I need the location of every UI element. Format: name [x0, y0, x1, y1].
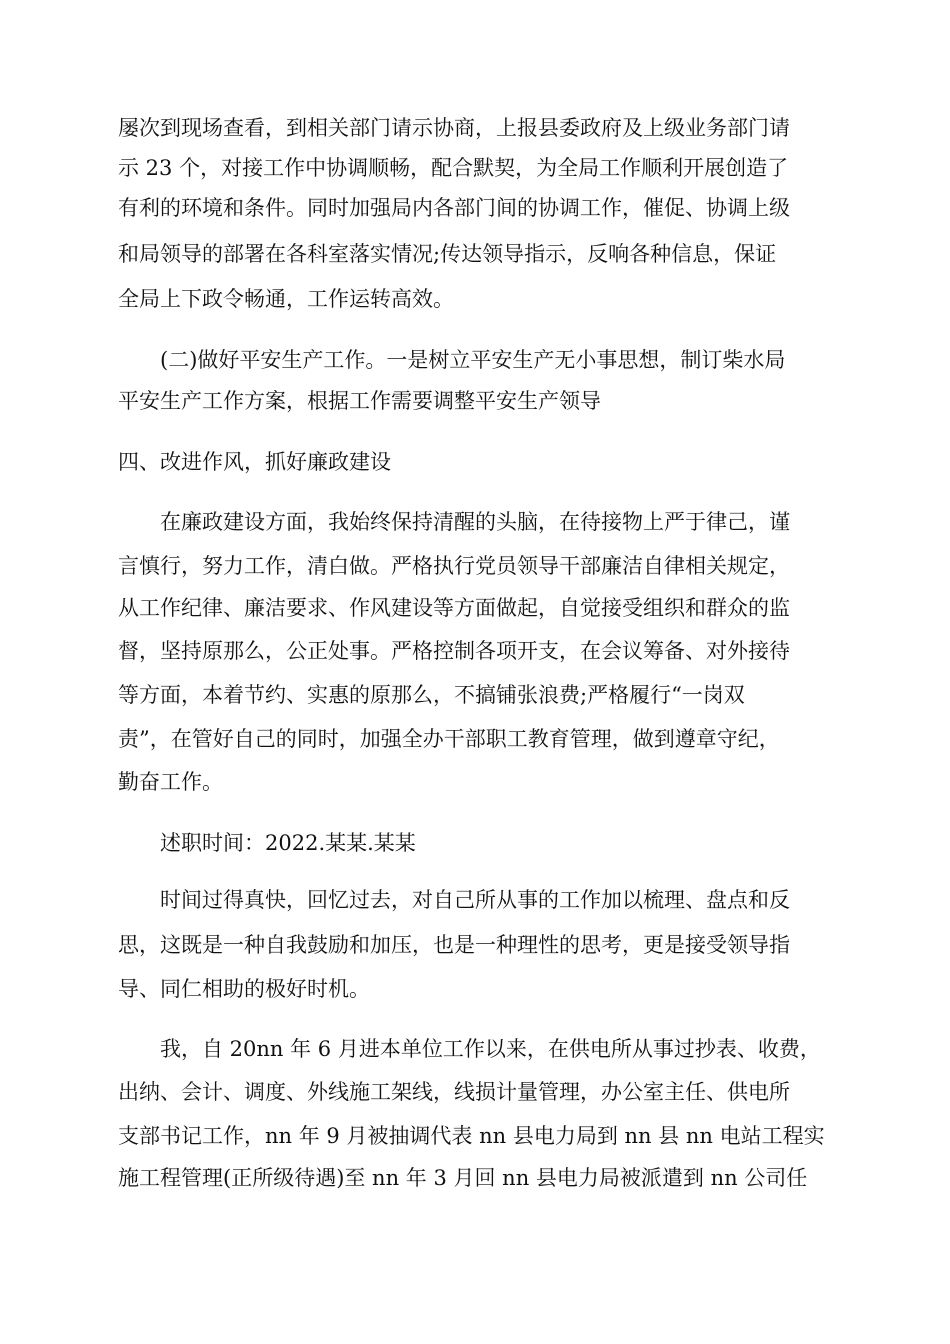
- text-line: 和局领导的部署在各科室落实情况;传达领导指示，反响各种信息，保证: [118, 242, 777, 266]
- report-date: 述职时间：2022.某某.某某: [160, 831, 416, 855]
- text-line: 屡次到现场查看，到相关部门请示协商，上报县委政府及上级业务部门请: [118, 116, 790, 140]
- text-line: (二)做好平安生产工作。一是树立平安生产无小事思想，制订柴水局: [160, 348, 786, 372]
- text-line: 责”，在管好自己的同时，加强全办干部职工教育管理，做到遵章守纪，: [118, 727, 780, 751]
- text-line: 督，坚持原那么，公正处事。严格控制各项开支，在会议筹备、对外接待: [118, 639, 790, 663]
- text-line: 从工作纪律、廉洁要求、作风建设等方面做起，自觉接受组织和群众的监: [118, 596, 790, 620]
- text-line: 等方面，本着节约、实惠的原那么，不搞铺张浪费;严格履行“一岗双: [118, 683, 745, 707]
- text-line: 出纳、会计、调度、外线施工架线，线损计量管理，办公室主任、供电所: [118, 1080, 790, 1104]
- text-line: 有利的环境和条件。同时加强局内各部门间的协调工作，催促、协调上级: [118, 196, 790, 220]
- text-line: 支部书记工作，nn 年 9 月被抽调代表 nn 县电力局到 nn 县 nn 电站工程实: [118, 1124, 825, 1148]
- text-line: 导、同仁相助的极好时机。: [118, 977, 370, 1001]
- text-line: 勤奋工作。: [118, 770, 223, 794]
- text-line: 在廉政建设方面，我始终保持清醒的头脑，在待接物上严于律己，谨: [160, 510, 790, 534]
- text-line: 言慎行，努力工作，清白做。严格执行党员领导干部廉洁自律相关规定，: [118, 554, 790, 578]
- text-line: 施工程管理(正所级待遇)至 nn 年 3 月回 nn 县电力局被派遣到 nn 公司任: [118, 1166, 808, 1190]
- text-line: 时间过得真快，回忆过去，对自己所从事的工作加以梳理、盘点和反: [160, 888, 790, 912]
- text-line: 全局上下政令畅通，工作运转高效。: [118, 287, 454, 311]
- text-line: 示 23 个，对接工作中协调顺畅，配合默契，为全局工作顺利开展创造了: [118, 156, 789, 180]
- text-line: 我，自 20nn 年 6 月进本单位工作以来，在供电所从事过抄表、收费，: [160, 1037, 821, 1061]
- section-heading: 四、改进作风，抓好廉政建设: [118, 450, 391, 474]
- text-line: 平安生产工作方案，根据工作需要调整平安生产领导: [118, 389, 601, 413]
- text-line: 思，这既是一种自我鼓励和加压，也是一种理性的思考，更是接受领导指: [118, 933, 790, 957]
